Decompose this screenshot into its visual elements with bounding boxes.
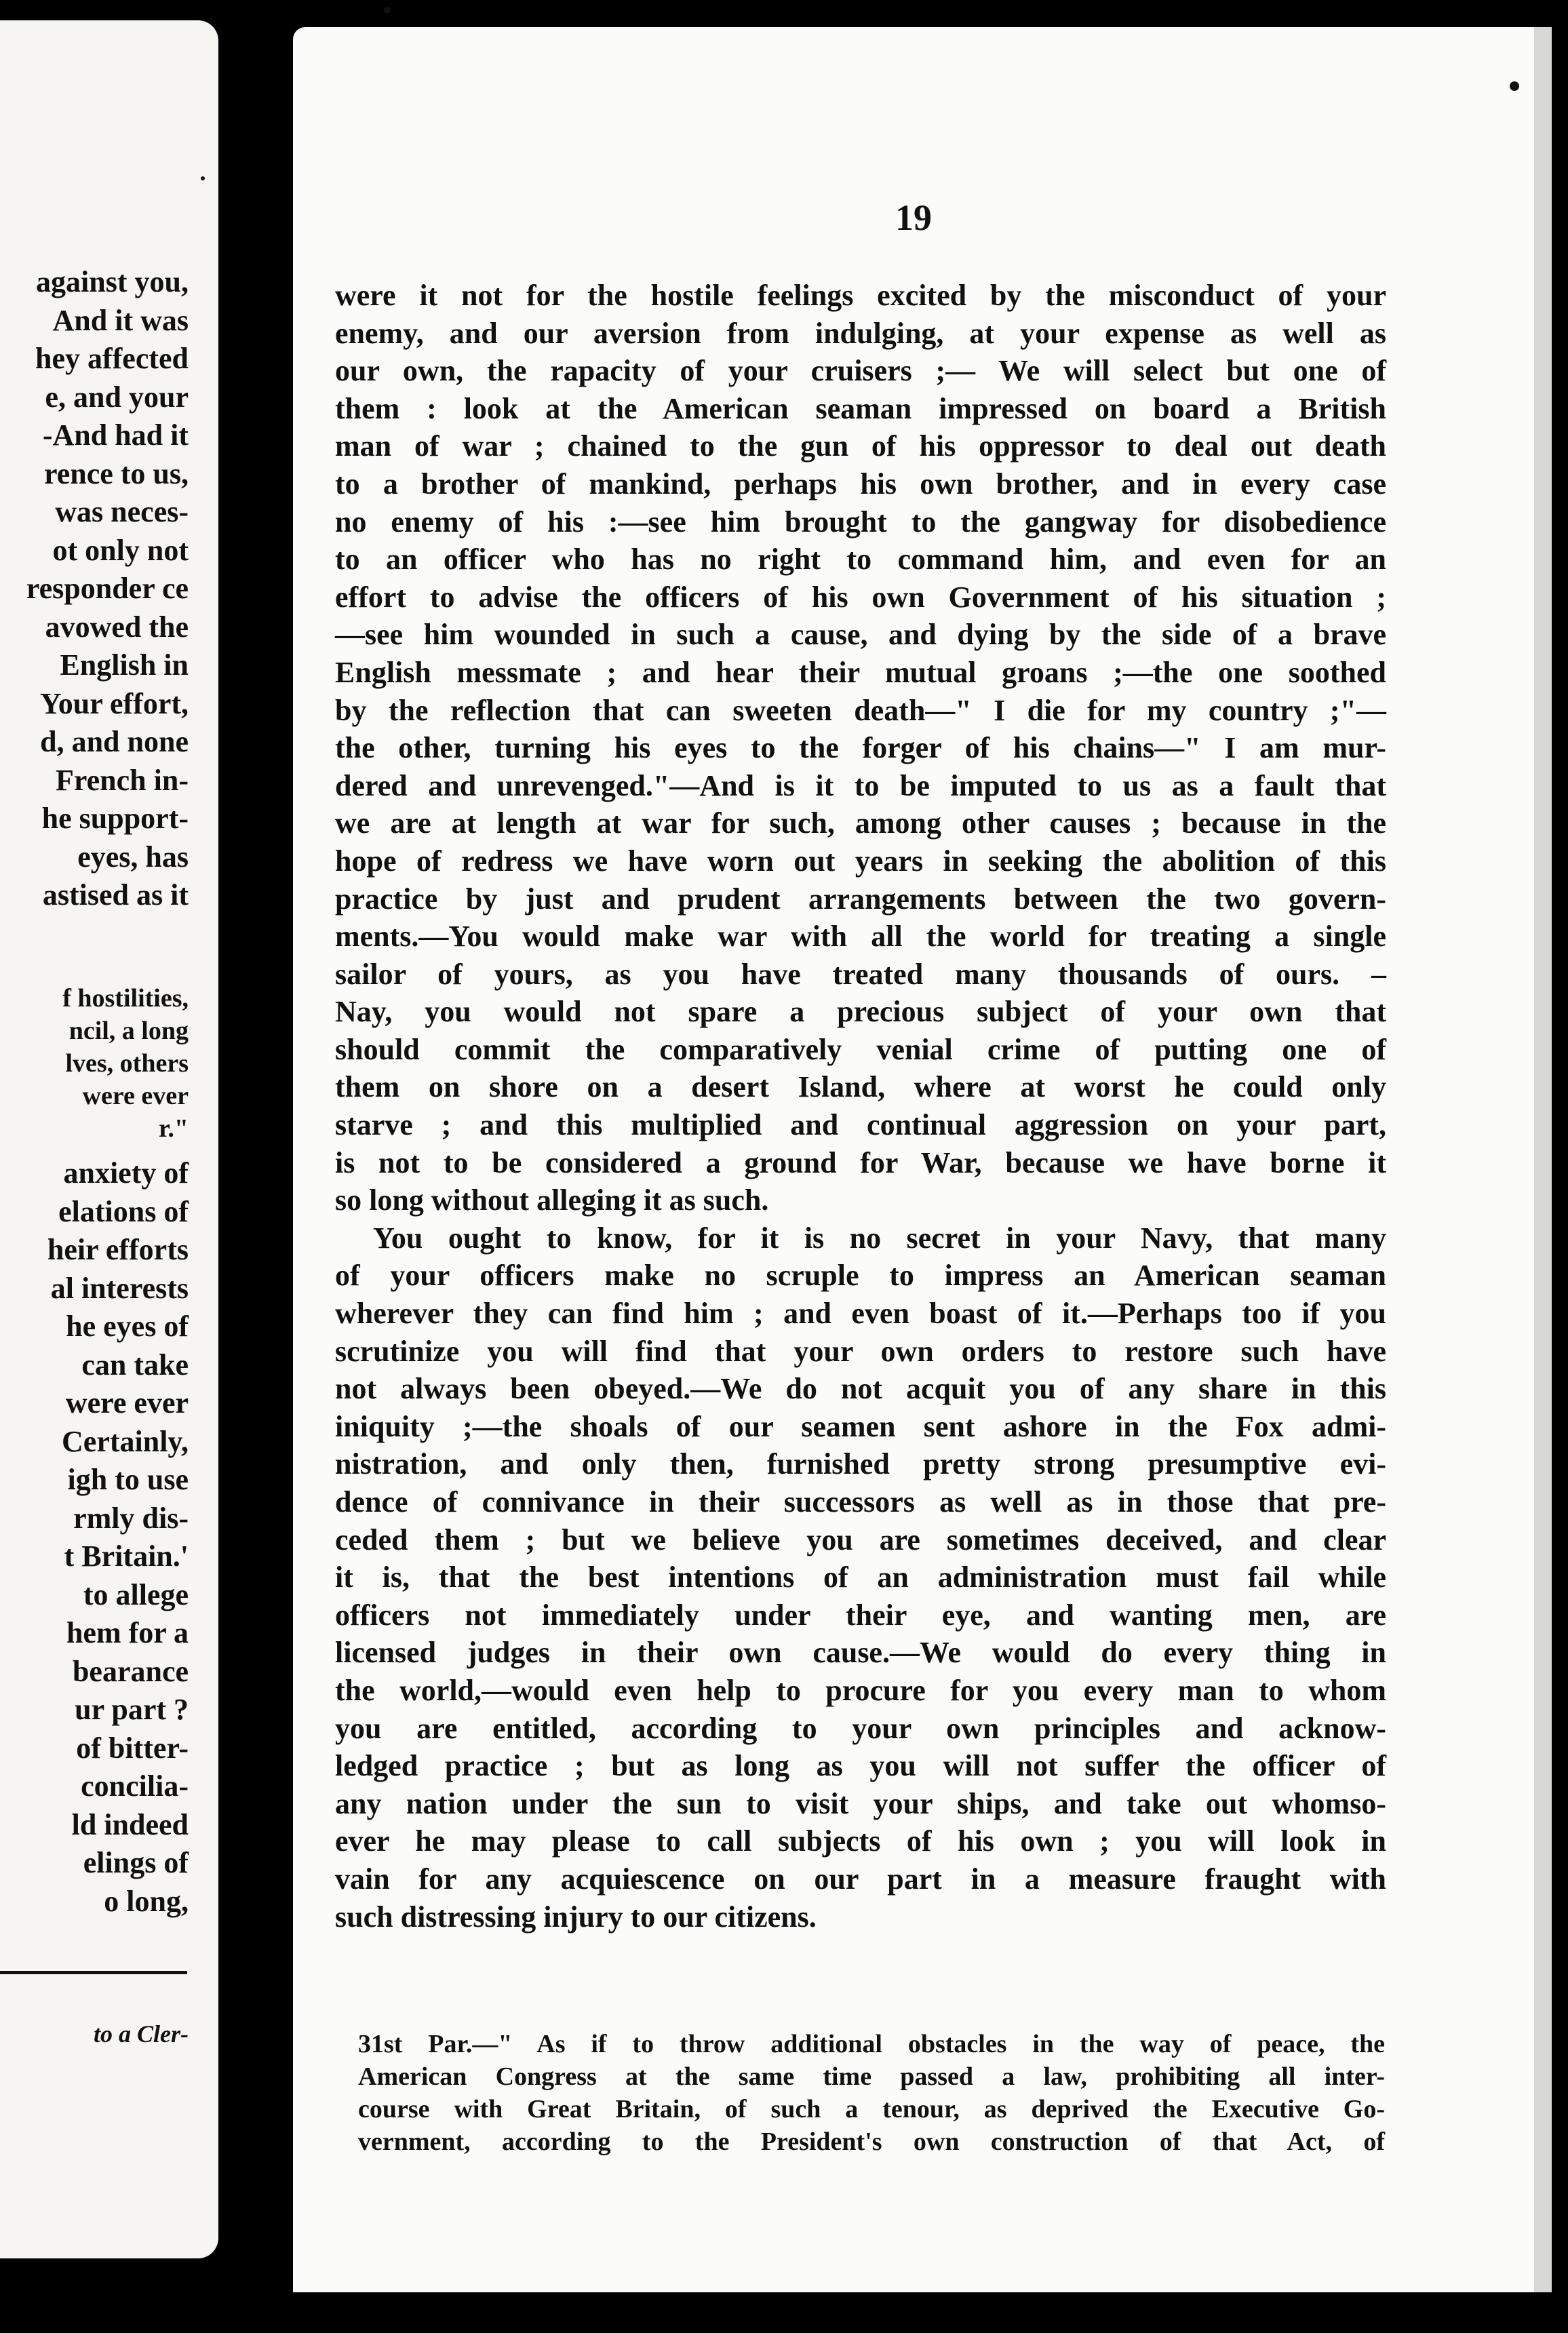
text-line: English messmate ; and hear their mutual groans ;—the one soothed xyxy=(335,655,1386,689)
previous-page-line: Certainly, xyxy=(62,1424,189,1458)
previous-page-line: was neces- xyxy=(55,495,189,528)
text-line: ments.—You would make war with all the world for treating a single xyxy=(335,920,1386,954)
text-line: should commit the comparatively venial crime of putting one of xyxy=(335,1032,1386,1066)
text-line: no enemy of his :—see him brought to the gangway for disobedience xyxy=(335,505,1386,538)
scan-speck xyxy=(1510,81,1519,91)
previous-page-line: ur part ? xyxy=(75,1693,189,1726)
previous-page-line: rmly dis- xyxy=(73,1501,189,1535)
text-line: You ought to know, for it is no secret in your Navy, that many xyxy=(373,1221,1386,1255)
previous-page-note-line: lves, others xyxy=(65,1049,189,1078)
previous-page-line: responder ce xyxy=(26,572,189,605)
text-line: them on shore on a desert Island, where at worst he could only xyxy=(335,1070,1386,1104)
text-line: sailor of yours, as you have treated many thousands of ours. – xyxy=(335,957,1386,991)
previous-page-line: -And had it xyxy=(42,418,189,452)
previous-page-line: he eyes of xyxy=(66,1310,189,1343)
previous-page-note-line: ncil, a long xyxy=(68,1017,189,1045)
previous-page-line: English in xyxy=(60,648,189,682)
previous-page-note-line: f hostilities, xyxy=(62,984,189,1013)
text-line: practice by just and prudent arrangements between the two govern- xyxy=(335,882,1386,916)
previous-page-line: anxiety of xyxy=(63,1156,189,1190)
previous-page-text-continued xyxy=(47,1154,189,1921)
text-line: officers not immediately under their eye, and wanting men, are xyxy=(335,1598,1386,1632)
previous-page-text xyxy=(26,263,189,915)
text-line: them : look at the American seaman impressed on board a British xyxy=(335,391,1386,425)
text-line: dered and unrevenged."—And is it to be imputed to us as a fault that xyxy=(335,768,1386,802)
previous-page-line: ld indeed xyxy=(71,1807,189,1841)
text-line: wherever they can find him ; and even boast of it.—Perhaps too if you xyxy=(335,1297,1386,1331)
text-line: were it not for the hostile feelings excited by the misconduct of your xyxy=(335,279,1386,312)
page-number: 19 xyxy=(895,197,932,238)
previous-page-line: rence to us, xyxy=(43,456,189,490)
previous-page-line: al interests xyxy=(50,1271,189,1305)
text-line: dence of connivance in their successors as well as in those that pre- xyxy=(335,1485,1386,1518)
previous-page-line: can take xyxy=(81,1348,189,1381)
quote-line: vernment, according to the President's own construction of that Act, of xyxy=(358,2128,1385,2156)
text-line: man of war ; chained to the gun of his oppressor to deal out death xyxy=(335,429,1386,463)
previous-page-fragment xyxy=(0,20,218,2258)
text-line: to a brother of mankind, perhaps his own brother, and in every case xyxy=(335,467,1386,501)
text-line: the world,—would even help to procure for you every man to whom xyxy=(335,1673,1386,1707)
quoted-paragraph xyxy=(358,2028,1385,2158)
text-line: any nation under the sun to visit your ships, and take out whomso- xyxy=(335,1786,1386,1820)
previous-page-line: he support- xyxy=(41,802,189,835)
quote-line: 31st Par.—" As if to throw additional obstacles in the way of peace, the xyxy=(358,2030,1385,2058)
previous-page-line: French in- xyxy=(56,763,189,797)
previous-page-line: ot only not xyxy=(52,533,189,567)
text-line: nistration, and only then, furnished pretty strong presumptive evi- xyxy=(335,1447,1386,1481)
text-line: of your officers make no scruple to impress an American seaman xyxy=(335,1259,1386,1293)
text-line: effort to advise the officers of his own Government of his situation ; xyxy=(335,580,1386,614)
scan-speck xyxy=(384,7,391,14)
previous-page-notes xyxy=(62,982,189,1145)
text-line: scrutinize you will find that your own orders to restore such have xyxy=(335,1334,1386,1368)
previous-page-line: eyes, has xyxy=(77,840,189,874)
previous-page-line: t Britain.' xyxy=(64,1540,189,1573)
text-line: enemy, and our aversion from indulging, at your expense as well as xyxy=(335,316,1386,350)
footnote-rule xyxy=(0,1971,187,1974)
previous-page-line: to allege xyxy=(83,1577,189,1611)
previous-page-line: bearance xyxy=(72,1654,189,1688)
text-line: is not to be considered a ground for War, because we have borne it xyxy=(335,1145,1386,1179)
text-line: by the reflection that can sweeten death—" I die for my country ;"— xyxy=(335,693,1386,727)
text-line: the other, turning his eyes to the forger of his chains—" I am mur- xyxy=(335,731,1386,765)
text-line: we are at length at war for such, among other causes ; because in the xyxy=(335,806,1386,840)
text-line: it is, that the best intentions of an administration must fail while xyxy=(335,1561,1386,1594)
previous-page-line: hem for a xyxy=(66,1616,189,1649)
text-line: so long without alleging it as such. xyxy=(335,1183,769,1217)
previous-page-line: against you, xyxy=(36,265,189,298)
text-line: you are entitled, according to your own principles and acknow- xyxy=(335,1711,1386,1745)
text-line: vain for any acquiescence on our part in a measure fraught with xyxy=(335,1862,1386,1896)
previous-page-note-line: were ever xyxy=(82,1082,189,1110)
text-line: Nay, you would not spare a precious subject of your own that xyxy=(335,995,1386,1029)
previous-page-line: were ever xyxy=(65,1386,189,1419)
text-line: hope of redress we have worn out years in seeking the abolition of this xyxy=(335,844,1386,878)
current-page xyxy=(293,27,1534,2292)
text-line: —see him wounded in such a cause, and dying by the side of a brave xyxy=(335,618,1386,652)
previous-page-line: Your effort, xyxy=(39,686,189,720)
previous-page-line: of bitter- xyxy=(76,1731,189,1765)
previous-page-line: And it was xyxy=(52,303,189,337)
text-line: our own, the rapacity of your cruisers ;— We will select but one of xyxy=(335,354,1386,388)
previous-page-line: astised as it xyxy=(42,878,189,911)
previous-page-line: e, and your xyxy=(45,380,189,414)
text-line: ceded them ; but we believe you are sometimes deceived, and clear xyxy=(335,1523,1386,1556)
page-edge xyxy=(1534,27,1552,2292)
previous-page-line: heir efforts xyxy=(47,1233,189,1266)
previous-page-line: avowed the xyxy=(45,610,189,644)
previous-page-line: d, and none xyxy=(40,725,189,758)
body-text xyxy=(335,277,1386,1936)
previous-page-footnote: to a Cler- xyxy=(94,2020,189,2047)
text-line: such distressing injury to our citizens. xyxy=(335,1900,817,1934)
previous-page-line: hey affected xyxy=(35,342,189,375)
text-line: licensed judges in their own cause.—We would do every thing in xyxy=(335,1636,1386,1670)
previous-page-note-line: r." xyxy=(159,1114,189,1143)
text-line: ledged practice ; but as long as you will not suffer the officer of xyxy=(335,1749,1386,1783)
previous-page-line: elations of xyxy=(58,1194,189,1228)
text-line: ever he may please to call subjects of his own ; you will look in xyxy=(335,1824,1386,1858)
scan-speck xyxy=(201,176,205,180)
previous-page-line: elings of xyxy=(83,1846,189,1879)
previous-page-line: o long, xyxy=(104,1884,189,1918)
previous-page-line: igh to use xyxy=(67,1463,189,1496)
previous-page-line: concilia- xyxy=(81,1769,189,1803)
text-line: iniquity ;—the shoals of our seamen sent ashore in the Fox admi- xyxy=(335,1409,1386,1443)
quote-line: course with Great Britain, of such a tenour, as deprived the Executive Go- xyxy=(358,2095,1385,2123)
text-line: not always been obeyed.—We do not acquit you of any share in this xyxy=(335,1372,1386,1406)
quote-line: American Congress at the same time passed a law, prohibiting all inter- xyxy=(358,2062,1385,2091)
text-line: to an officer who has no right to command him, and even for an xyxy=(335,543,1386,576)
text-line: starve ; and this multiplied and continual aggression on your part, xyxy=(335,1108,1386,1142)
